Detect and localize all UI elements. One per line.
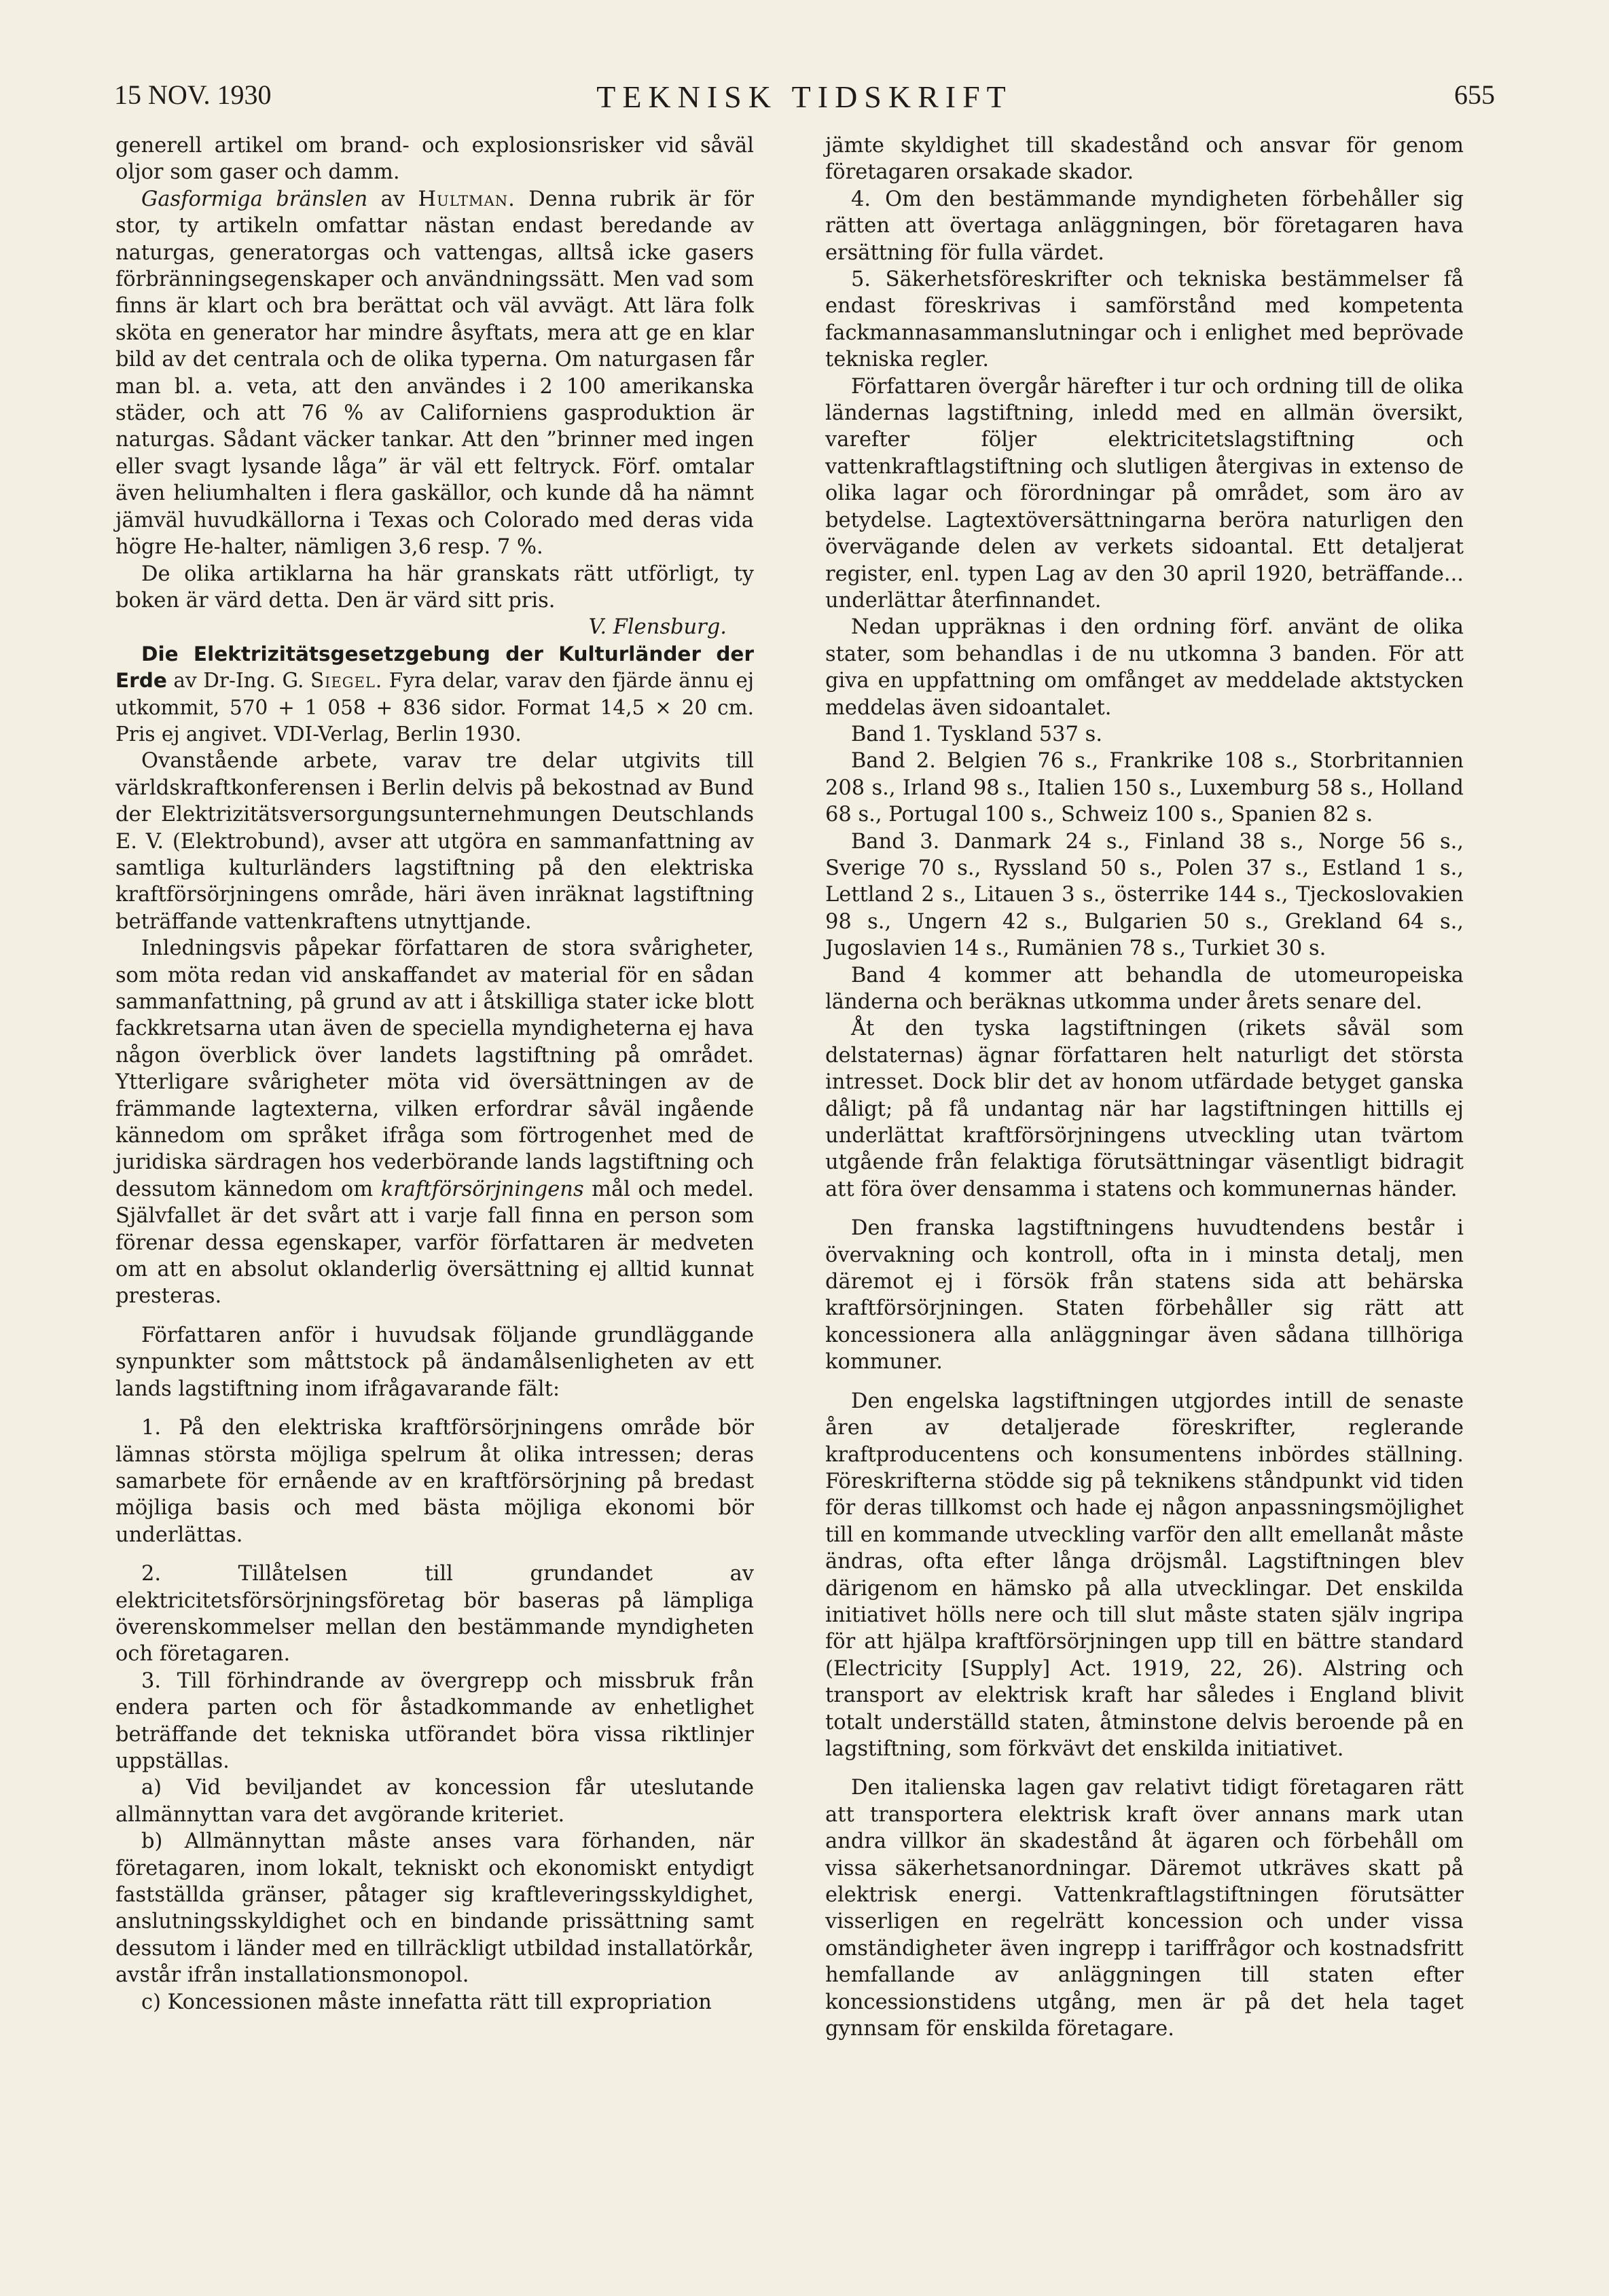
- list-item: a) Vid beviljandet av koncession får uteslutande allmännyttan vara det avgörande kriteriet.: [115, 1776, 754, 1827]
- paragraph: generell artikel om brand- och explosionsrisker vid såväl oljor som gaser och damm.: [115, 134, 754, 185]
- paragraph: Den franska lagstiftningens huvudtendens består i övervakning och kontroll, ofta in i minsta detalj, men däremot ej i försök från statens sida att behärska kraftförsörjningen. Staten förbehåller sig rätt att koncessionera alla anläggningar även sådana tillhöriga kommuner.: [825, 1216, 1464, 1374]
- band-entry: Band 2. Belgien 76 s., Frankrike 108 s., Storbritannien 208 s., Irland 98 s., Italien 150 s., Luxemburg 58 s., Holland 68 s., Portugal 100 s., Schweiz 100 s., Spanien 82 s.: [825, 749, 1464, 827]
- list-item: 2. Tillåtelsen till grundandet av elektricitetsförsörjningsföretag bör baseras på lämpliga överenskommelser mellan den bestämmande myndigheten och företagaren.: [115, 1562, 754, 1666]
- list-item: 1. På den elektriska kraftförsörjningens område bör lämnas största möjliga spelrum åt olika intressen; deras samarbete för ernående av en kraftförsörjning på bredast möjliga basis och med bästa möjliga ekonomi bör underlättas.: [115, 1416, 754, 1547]
- list-item: 4. Om den bestämmande myndigheten förbehåller sig rätten att övertaga anläggningen, bör företagaren hava ersättning för fulla värdet.: [825, 187, 1464, 265]
- paragraph-gasformiga: [115, 186, 754, 561]
- page-number: 655: [1454, 79, 1495, 110]
- band-entry: Band 3. Danmark 24 s., Finland 38 s., Norge 56 s., Sverige 70 s., Ryssland 50 s., Polen 37 s., Estland 1 s., Lettland 2 s., Litauen 3 s., österrike 144 s., Tjeckoslovakien 98 s., Ungern 42 s., Bulgarien 50 s., Grekland 64 s., Jugoslavien 14 s., Rumänien 78 s., Turkiet 30 s.: [825, 829, 1464, 961]
- list-item: b) Allmännyttan måste anses vara förhanden, när företagaren, inom lokalt, tekniskt och ekonomiskt entydigt fastställda gränser, påtager sig kraftleveringsskyldighet, anslutningsskyldighet och en bindande prissättning samt dessutom i länder med en tillräckligt utbildad installatörkår, avstår ifrån installationsmonopol.: [115, 1829, 754, 1988]
- paragraph: Den italienska lagen gav relativt tidigt företagaren rätt att transportera elektrisk kraft över annans mark utan andra villkor än skadestånd åt ägaren och förbehåll om vissa säkerhetsanordningar. Däremot utkräves skatt på elektrisk energi. Vattenkraftlagstiftningen förutsätter visserligen en regelrätt koncession och under vissa omständigheter även ingrepp i tariffrågor och kostnadsfritt hemfallande av anläggningen till staten efter koncessionstidens utgång, men är på det hela taget gynnsam för enskilda företagare.: [825, 1776, 1464, 2041]
- text-fragment: mål och medel. Självfallet är det svårt att i varje fall finna en person som förenar dessa egenskaper, varför författaren är medveten om att en absolut oklanderlig översättning ej alltid kunnat presteras.: [115, 1177, 754, 1309]
- review-book-title: Die Elektrizitätsgesetzgebung der Kulturländer der Erde: [115, 642, 754, 693]
- paragraph: [115, 935, 754, 1310]
- list-item: c) Koncessionen måste innefatta rätt till expropriation: [141, 1990, 712, 2014]
- text-fragment: av: [367, 187, 418, 211]
- paragraph: Nedan uppräknas i den ordning förf. använt de olika stater, som behandlas i de nu utkomna 3 banden. För att giva en uppfattning om omfånget av meddelade aktstycken meddelas även sidoantalet.: [825, 615, 1464, 720]
- journal-title: TEKNISK TIDSKRIFT: [596, 79, 1013, 114]
- review-heading: [115, 641, 754, 748]
- issue-date: 15 NOV. 1930: [114, 79, 272, 110]
- book-section-title: Gasformiga bränslen: [141, 187, 368, 211]
- text-fragment: Inledningsvis påpekar författaren de stora svårigheter, som möta redan vid anskaffandet av material för en sådan sammanfattning, på grund av att i åtskilliga stater icke blott fackkretsarna utan även de speciella myndigheterna ej hava någon överblick över landets lagstiftning på området. Ytterligare svårigheter möta vid översättningen av de främmande lagtexterna, vilken erfordrar såväl ingående kännedom om språket ifråga som förtrogenhet med de juridiska särdragen hos vederbörande lands lagstiftning och dessutom kännedom om: [115, 936, 754, 1201]
- left-column: [115, 132, 754, 2016]
- band-entry: Band 4 kommer att behandla de utomeuropeiska länderna och beräknas utkomma under årets senare del.: [825, 963, 1464, 1014]
- italic-term: kraftförsörjningens: [380, 1177, 584, 1201]
- paragraph: Åt den tyska lagstiftningen (rikets såväl som delstaternas) ägnar författaren helt naturligt det största intresset. Dock blir det av honom utfärdade betyget ganska dåligt; på få undantag när har lagstiftningen hittills ej underlättat kraftförsörjningens utveckling utan tvärtom utgående från felaktiga förutsättningar väsentligt bidragit att föra över densamma i statens och kommunernas händer.: [825, 1017, 1464, 1201]
- author-name: Hultman.: [418, 187, 516, 211]
- paragraph: Författaren anför i huvudsak följande grundläggande synpunkter som måttstock på ändamålsenligheten av ett lands lagstiftning inom ifrågavarande fält:: [115, 1323, 754, 1401]
- text-fragment: av Dr-Ing. G.: [166, 669, 310, 693]
- list-item: 5. Säkerhetsföreskrifter och tekniska bestämmelser få endast föreskrivas i samförstånd med kompetenta fackmannasammanslutningar och i enlighet med beprövade tekniska regler.: [825, 268, 1464, 372]
- review-bibliographic-info: Fyra delar, varav den fjärde ännu ej utkommit, 570 + 1 058 + 836 sidor. Format 14,5 × 20 cm. Pris ej angivet. VDI-Verlag, Berlin 1930.: [115, 669, 754, 746]
- right-column: [825, 132, 1464, 2042]
- paragraph: Ovanstående arbete, varav tre delar utgivits till världskraftkonferensen i Berlin delvis på bekostnad av Bund der Elektrizitätsversorgungsunternehmungen Deutschlands E. V. (Elektrobund), avser att utgöra en sammanfattning av samtliga kulturländers lagstiftning på den elektriska kraftförsörjningens område, häri även inräknat lagstiftning beträffande vattenkraftens utnyttjande.: [115, 749, 754, 934]
- paragraph: Den engelska lagstiftningen utgjordes intill de senaste åren av detaljerade föreskrifter, reglerande kraftproducentens och konsumentens inbördes ställning. Föreskrifterna stödde sig på teknikens ståndpunkt vid tiden för deras tillkomst och hade ej någon anpassningsmöjlighet till en kommande utveckling varför den allt emellanåt måste ändras, ofta efter långa dröjsmål. Lagstiftningen blev därigenom en hämsko på alla utvecklingar. Det enskilda initiativet hölls nere och till slut måste staten själv ingripa för att hjälpa kraftförsörjningen upp till en bättre standard (Electricity [Supply] Act. 1919, 22, 26). Alstring och transport av elektrisk kraft har således i England blivit totalt underställd staten, åtminstone delvis beroende på en lagstiftning, som förkvävt det enskilda initiativet.: [825, 1389, 1464, 1761]
- reviewer-signature: V. Flensburg.: [588, 615, 727, 640]
- running-head: [114, 73, 1495, 121]
- paragraph: jämte skyldighet till skadestånd och ansvar för genom företagaren orsakade skador.: [825, 134, 1464, 185]
- paragraph: Författaren övergår härefter i tur och ordning till de olika ländernas lagstiftning, inledd med en allmän översikt, varefter följer elektricitetslagstiftning och vattenkraftlagstiftning och slutligen återgivas in extenso de olika lagar och förordningar på området, som äro av betydelse. Lagtextöversättningarna beröra naturligen den övervägande delen av verkets sidoantal. Ett detaljerat register, enl. typen Lag av den 30 april 1920, beträffande... underlättar återfinnandet.: [825, 374, 1464, 613]
- band-entry: Band 1. Tyskland 537 s.: [851, 722, 1103, 746]
- list-item: 3. Till förhindrande av övergrepp och missbruk från endera parten och för åstadkommande av enhetlighet beträffande det tekniska utförandet böra vissa riktlinjer uppställas.: [115, 1669, 754, 1773]
- text-fragment: Denna rubrik är för stor, ty artikeln omfattar nästan endast beredande av naturgas, generatorgas och vattengas, alltså icke gasers förbränningsegenskaper och användningssätt. Men vad som finns är klart och bra berättat och väl avvägt. Att lära folk sköta en generator har mindre åsyftats, mera att ge en klar bild av det centrala och de olika typerna. Om naturgasen får man bl. a. veta, att den användes i 2 100 amerikanska städer, och att 76 % av Californiens gasproduktion är naturgas. Sådant väcker tankar. Att den ”brinner med ingen eller svagt lysande låga” är väl ett feltryck. Förf. omtalar även heliumhalten i flera gaskällor, och kunde då ha nämnt jämväl huvudkällorna i Texas och Colorado med deras vida högre He-halter, nämligen 3,6 resp. 7 %.: [115, 187, 754, 560]
- review-author: Siegel.: [310, 669, 383, 693]
- paragraph: De olika artiklarna ha här granskats rätt utförligt, ty boken är värd detta. Den är värd sitt pris.: [115, 562, 754, 613]
